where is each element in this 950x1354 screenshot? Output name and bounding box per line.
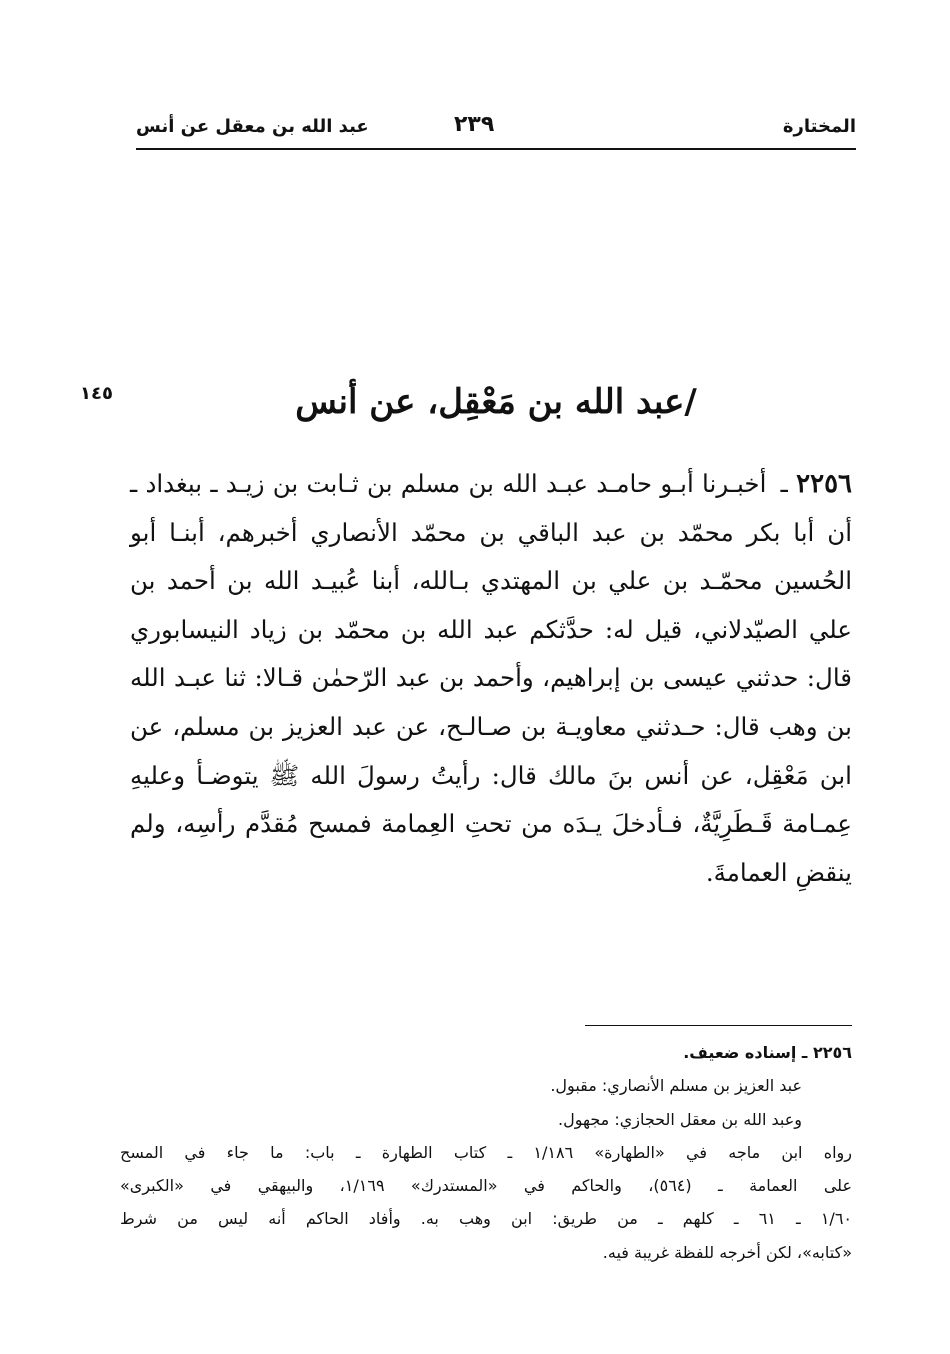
running-header	[136, 110, 856, 150]
footnote-line: رواه ابن ماجه في «الطهارة» ١/١٨٦ ـ كتاب الطهارة ـ باب: ما جاء في المسح	[120, 1142, 852, 1162]
footnotes	[120, 1036, 852, 1269]
section-heading: /عبد الله بن مَعْقِل، عن أنس	[295, 382, 697, 422]
hadith-dash: ـ	[780, 469, 788, 498]
book-title: المختارة	[782, 116, 856, 137]
footnote-line: ٢٢٥٦ ـ إسناده ضعيف.	[683, 1043, 852, 1062]
margin-page-marker: ١٤٥	[80, 383, 113, 404]
footnote-line: ١/٦٠ ـ ٦١ ـ كلهم ـ من طريق: ابن وهب به. وأفاد الحاكم أنه ليس من شرط	[120, 1209, 852, 1229]
header-rule	[136, 148, 856, 150]
hadith-number: ٢٢٥٦	[796, 469, 852, 499]
footnote-line: «كتابه»، لكن أخرجه للفظة غريبة فيه.	[602, 1242, 852, 1262]
footnote-line: على العمامة ـ (٥٦٤)، والحاكم في «المستدرك» ١/١٦٩، والبيهقي في «الكبرى»	[120, 1176, 852, 1196]
footnote-line: وعبد الله بن معقل الحجازي: مجهول.	[558, 1109, 802, 1129]
hadith-text: أخبـرنا أبـو حامـد عبـد الله بن مسلم بن ثـابت بن زيـد ـ ببغداد ـ أن أبا بكر محمّد بن عبد الباقي بن محمّد الأنصاري أخبرهم، أبنـا أبو الحُسين محمّـد بن علي بن المهتدي بـالله، أبنا عُبيـد الله بن أحمد بن علي الصيّدلاني، قيل له: حدَّثكم عبد الله بن محمّد بن زياد النيسابوري قال: حدثني عيسى بن إبراهيم، وأحمد بن عبد الرّحمٰن قـالا: ثنا عبـد الله بن وهب قال: حـدثني معاويـة بن صـالـح، عن عبد العزيز بن مسلم، عن ابن مَعْقِل، عن أنس بنَ مالك قال: رأيتُ رسولَ الله ﷺ يتوضـأ وعليهِ عِمـامة قَـطَرِيَّةٌ، فـأدخلَ يـدَه من تحتِ العِمامة فمسح مُقدَّم رأسِه، ولم ينقضِ العمامةَ.	[130, 469, 852, 887]
page-number: ٢٣٩	[454, 112, 495, 137]
hadith-body	[130, 460, 852, 897]
chapter-title: عبد الله بن معقل عن أنس	[136, 116, 369, 137]
footnote-rule	[585, 1025, 852, 1026]
footnote-line: عبد العزيز بن مسلم الأنصاري: مقبول.	[550, 1076, 802, 1096]
